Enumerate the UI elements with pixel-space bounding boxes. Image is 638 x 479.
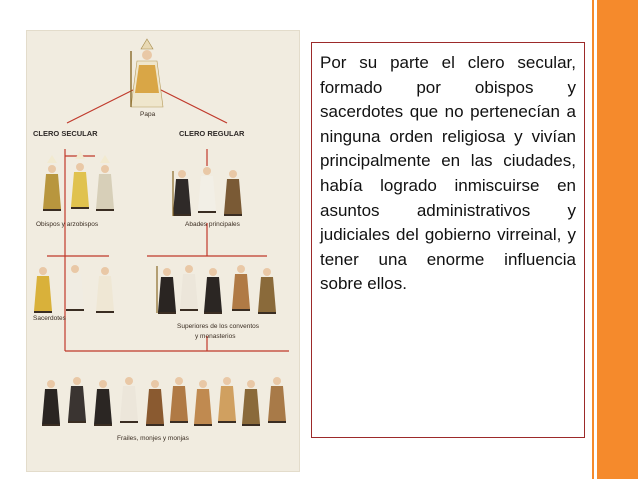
label-abades: Abades principales (185, 221, 240, 228)
papa-figure (131, 39, 163, 107)
label-clero-regular: CLERO REGULAR (179, 129, 245, 138)
label-superiores-line1: Superiores de los conventos (177, 323, 260, 330)
sacerdotes-figures (34, 265, 114, 313)
church-hierarchy-diagram (26, 30, 300, 472)
label-papa: Papa (140, 111, 156, 118)
text-paragraph: Por su parte el clero secular, formado por obispos y sacerdotes que no pertenecían a ninguna orden religiosa y vivían principalmente en las ciudades, había logrado inmiscuirse en asuntos administrativos y judiciales del gobierno virreinal, y tener una enorme influencia sobre ellos. (320, 53, 576, 294)
orange-side-bar (597, 0, 638, 479)
label-superiores-line2: y monasterios (195, 333, 236, 340)
label-clero-secular: CLERO SECULAR (33, 129, 98, 138)
superiores-figures (157, 265, 276, 314)
frailes-figures (42, 377, 286, 426)
accent-line (592, 0, 594, 479)
obispos-figures (43, 151, 114, 211)
text-box (311, 42, 585, 438)
label-frailes: Frailes, monjes y monjas (117, 435, 189, 442)
abades-figures (173, 167, 242, 216)
line-papa-to-regular (159, 89, 227, 123)
label-obispos: Obispos y arzobispos (36, 221, 99, 228)
line-papa-to-secular (67, 89, 135, 123)
label-sacerdotes: Sacerdotes (33, 315, 66, 322)
hierarchy-illustration (27, 31, 299, 471)
